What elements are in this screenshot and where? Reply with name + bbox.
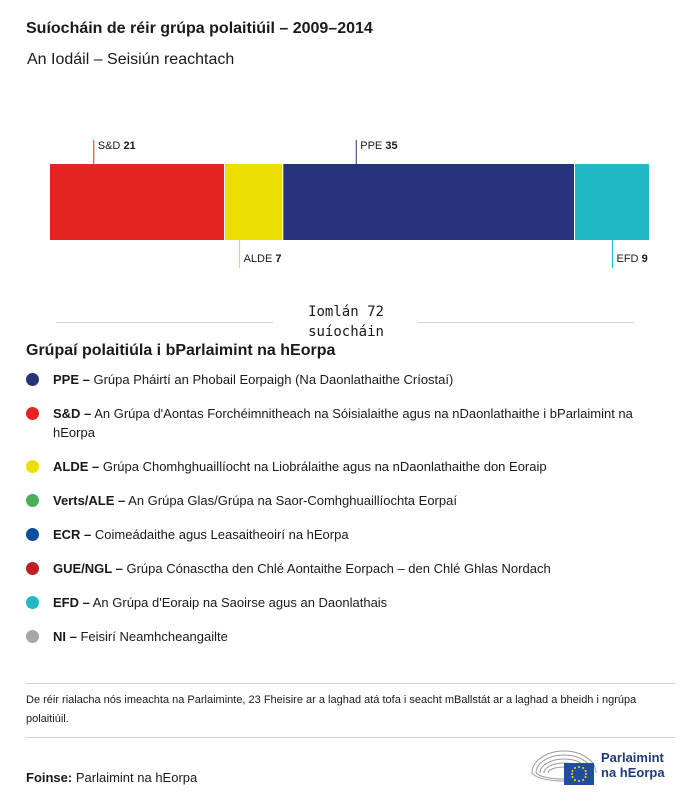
legend-abbr: ECR – [53, 527, 92, 542]
bar-label-efd: EFD 9 [616, 253, 648, 265]
legend-abbr: PPE – [53, 372, 90, 387]
chart-subtitle: An Iodáil – Seisiún reachtach [27, 51, 235, 68]
bar-segment-ppe [283, 164, 574, 240]
legend-abbr: EFD – [53, 595, 90, 610]
bar-label-s-d: S&D 21 [97, 140, 136, 152]
legend-item-efd [26, 593, 676, 612]
eu-flag-icon [564, 763, 594, 785]
legend-swatch-alde [26, 460, 39, 473]
legend-abbr: S&D – [53, 406, 92, 421]
legend-item-alde [26, 457, 676, 476]
legend-abbr: GUE/NGL – [53, 561, 123, 576]
footnote: De réir rialacha nós imeachta na Parlaiminte, 23 Fheisire ar a laghad atá tofa i seacht mBallstát ar a laghad a bheidh i ngrúpa polaitiúil. [26, 694, 637, 725]
legend-swatch-efd [26, 596, 39, 609]
legend-item-verts-ale [26, 491, 676, 510]
legend-heading: Grúpaí polaitiúla i bParlaimint na hEorpa [26, 342, 336, 359]
legend-desc: An Grúpa Glas/Grúpa na Saor-Comhghuaillíochta Eorpaí [125, 493, 457, 508]
source [26, 770, 197, 785]
bar-segment-s-d [50, 164, 224, 240]
stacked-bar-chart [0, 0, 700, 290]
legend-abbr: NI – [53, 629, 77, 644]
chart-title: Suíocháin de réir grúpa polaitiúil – 2009–2014 [26, 20, 373, 37]
logo-line-1: Parlaimint [601, 750, 664, 765]
total-line-1: Iomlán 72 [308, 304, 384, 320]
legend-desc: Feisirí Neamhcheangailte [76, 629, 228, 644]
legend-desc: Grúpa Chomhghuaillíocht na Liobrálaithe agus na nDaonlathaithe don Eoraip [99, 459, 547, 474]
total-right-divider [418, 322, 634, 323]
legend-item-ecr [26, 525, 676, 544]
legend-item-sd [26, 404, 676, 442]
legend-desc: Grúpa Pháirtí an Phobail Eorpaigh (Na Daonlathaithe Críostaí) [89, 372, 454, 387]
hemicycle-icon [530, 745, 598, 787]
legend-swatch-ppe [26, 373, 39, 386]
legend-swatch-verts-ale [26, 494, 39, 507]
source-text: Parlaimint na hEorpa [72, 770, 198, 785]
legend-desc: An Grúpa d'Aontas Forchéimnitheach na Sóisialaithe agus na nDaonlathaithe i bParlaimint na hEorpa [53, 406, 633, 440]
legend-item-ppe [26, 370, 676, 389]
legend-abbr: ALDE – [53, 459, 100, 474]
logo-text [601, 750, 665, 780]
legend-swatch-sd [26, 407, 39, 420]
legend-swatch-ecr [26, 528, 39, 541]
logo-line-2: na hEorpa [601, 765, 665, 780]
legend-desc: Grúpa Cónasctha den Chlé Aontaithe Eorpach – den Chlé Ghlas Nordach [122, 561, 551, 576]
bar-segment-efd [575, 164, 649, 240]
european-parliament-logo[interactable] [530, 745, 680, 787]
total-seats [276, 302, 416, 342]
bar-segment-alde [225, 164, 282, 240]
legend-swatch-ni [26, 630, 39, 643]
legend-desc: Coimeádaithe agus Leasaitheoirí na hEorpa [91, 527, 349, 542]
legend-swatch-gue-ngl [26, 562, 39, 575]
bar-label-ppe: PPE 35 [360, 140, 398, 152]
bar-label-alde: ALDE 7 [243, 253, 282, 265]
legend-abbr: Verts/ALE – [53, 493, 126, 508]
note-top-divider [26, 683, 675, 684]
total-line-2: suíocháin [308, 324, 384, 340]
note-bottom-divider [26, 737, 675, 738]
source-label: Foinse: [26, 770, 73, 785]
legend-item-gue-ngl [26, 559, 676, 578]
total-left-divider [56, 322, 273, 323]
legend-desc: An Grúpa d'Eoraip na Saoirse agus an Daonlathais [89, 595, 388, 610]
legend-item-ni [26, 627, 676, 646]
